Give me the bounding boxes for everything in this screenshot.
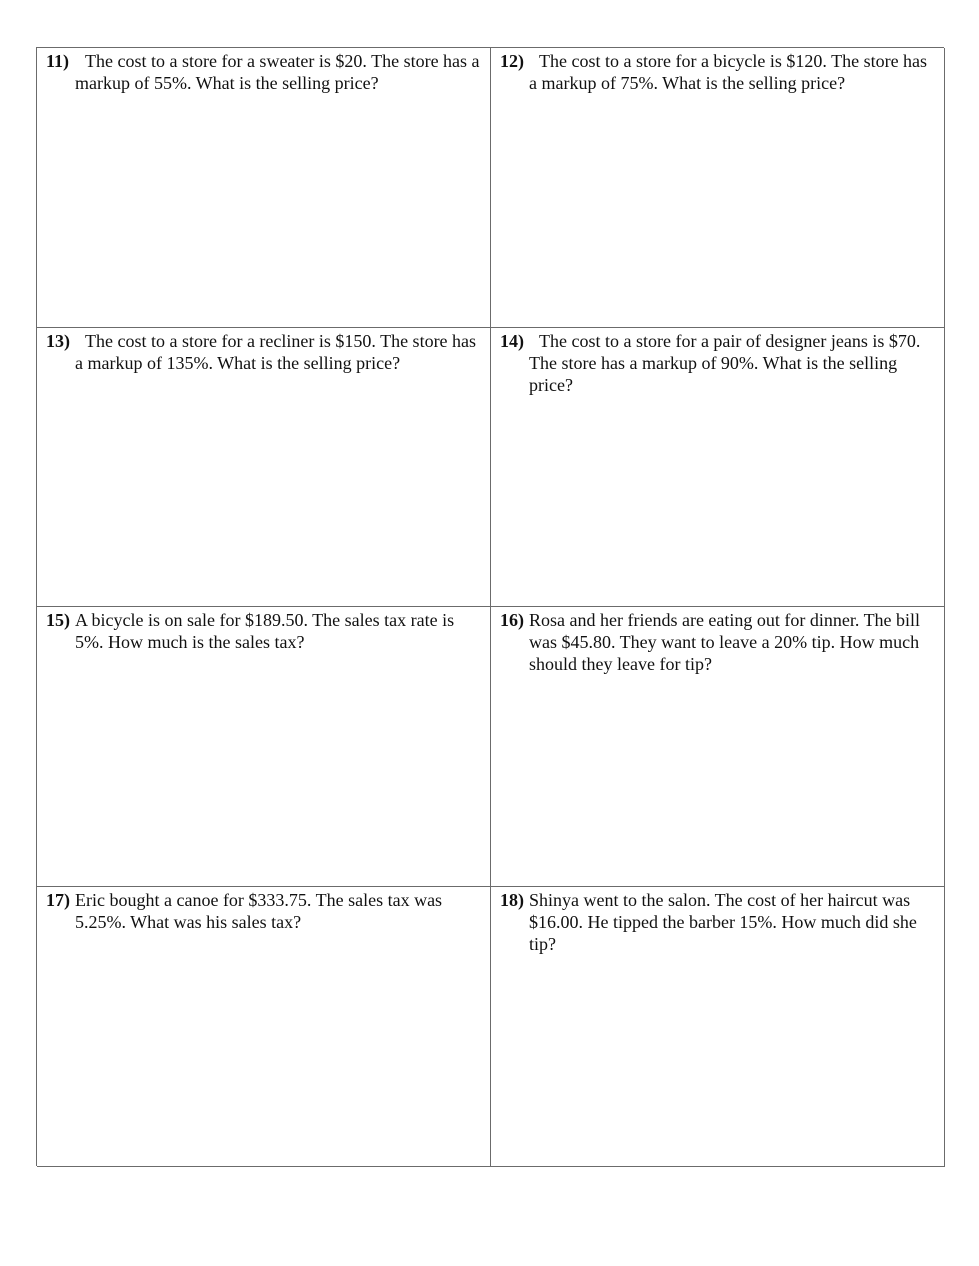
problem-text: The cost to a store for a sweater is $20. The store has a markup of 55%. What is the selling price? (75, 51, 480, 93)
problem-number: 17) (46, 890, 70, 910)
problem-17 (46, 889, 482, 933)
problem-cell-12 (491, 48, 945, 328)
problem-11 (46, 50, 482, 94)
problem-12 (500, 50, 936, 94)
worksheet-grid (36, 47, 944, 1166)
problem-text: A bicycle is on sale for $189.50. The sales tax rate is 5%. How much is the sales tax? (75, 610, 455, 652)
problem-text: Rosa and her friends are eating out for dinner. The bill was $45.80. They want to leave a 20% tip. How much should they leave for tip? (529, 610, 921, 674)
problem-14 (500, 330, 936, 396)
problem-number: 11) (46, 51, 70, 71)
problem-text: Eric bought a canoe for $333.75. The sales tax was 5.25%. What was his sales tax? (75, 890, 443, 932)
problem-cell-17 (37, 887, 491, 1167)
problem-cell-18 (491, 887, 945, 1167)
problem-text: The cost to a store for a bicycle is $120. The store has a markup of 75%. What is the selling price? (529, 51, 928, 93)
problem-number: 18) (500, 890, 524, 910)
problem-15 (46, 609, 482, 653)
problem-cell-16 (491, 607, 945, 887)
problem-cell-13 (37, 328, 491, 607)
problem-text: Shinya went to the salon. The cost of her haircut was $16.00. He tipped the barber 15%. How much did she tip? (529, 890, 917, 954)
problem-cell-14 (491, 328, 945, 607)
problem-text: The cost to a store for a pair of designer jeans is $70. The store has a markup of 90%. What is the selling price? (529, 331, 921, 395)
problem-number: 15) (46, 610, 70, 630)
problem-number: 14) (500, 331, 524, 351)
problem-cell-11 (37, 48, 491, 328)
problem-number: 16) (500, 610, 524, 630)
problem-16 (500, 609, 936, 675)
problem-18 (500, 889, 936, 955)
problem-cell-15 (37, 607, 491, 887)
problem-text: The cost to a store for a recliner is $150. The store has a markup of 135%. What is the selling price? (75, 331, 477, 373)
problem-13 (46, 330, 482, 374)
problem-number: 13) (46, 331, 70, 351)
problem-number: 12) (500, 51, 524, 71)
